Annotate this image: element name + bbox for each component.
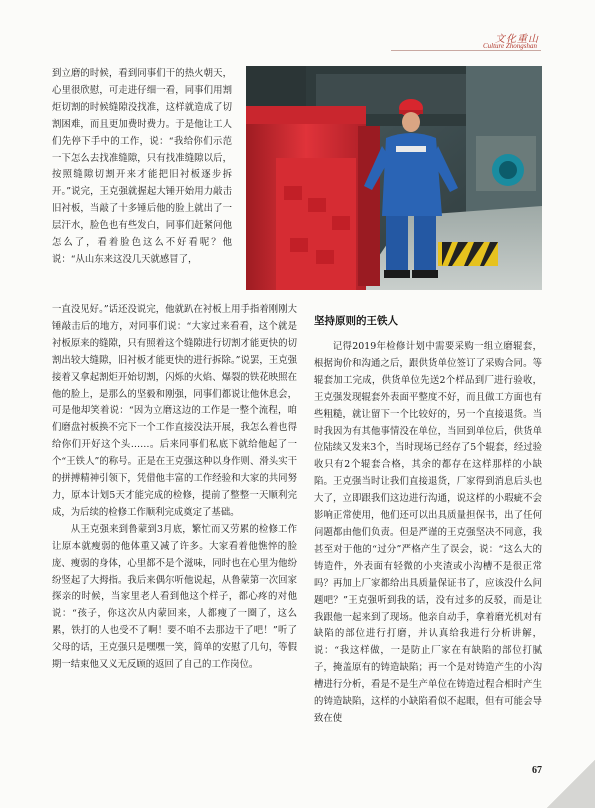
masthead [431, 30, 541, 52]
paragraph: 记得2019年检修计划中需要采购一组立磨辊套，根据询价和沟通之后，跟供货单位签订了采购合同。等辊套加工完成，供货单位先送2个样品到厂进行验收，王克强发现辊套外表面平整度不好，而且做工方面也有些粗糙，就让留下一个比较好的，另一个直接退货。当时我因为有其他事情没在单位，当回到单位后，供货单位陆续又发来3个，当时现场已经存了5个辊套，经过验收只有2个辊套合格，其余的都存在这样那样的小缺陷。王克强当时让我们直接退货，厂家得到消息后头也大了，立即跟我们这边进行沟通，说这样的小瑕疵不会影响正常使用，他们还可以出具质量担保书，出了任何问题都由他们负责。但是严谨的王克强坚决不同意，我甚至对于他的“过分”严格产生了误会，说：“这么大的铸造件，外表面有轻微的小夹渣或小沟槽不是很正常吗？再加上厂家都给出具质量保证书了，应该没什么问题吧？”王克强听到我的话，没有过多的反驳，而是让我跟他一起来到了现场。他亲自动手，拿着磨光机对有缺陷的部位进行打磨，并认真给我进行分析讲解，说：“我这样做，一是防止厂家在有缺陷的部位打腻子，掩盖原有的铸造缺陷；再一个是对铸造产生的小沟槽进行分析，看是不是生产单位在铸造过程合相时产生的铸造缺陷，这样的小缺陷看似不起眼，但有可能会导致在使 [314, 341, 542, 724]
masthead-title-en: Culture Zhongshan [483, 42, 537, 50]
masthead-title-zh: 文化重山 [495, 34, 539, 45]
paragraph: 一直没见好。”话还没说完，他就趴在衬板上用手指着刚刚大锤敲击后的地方，对同事们说：“大家过来看看，这个就是衬板原来的缝隙，只有照着这个缝隙进行切割才能更快的切割出较大缝隙，旧衬板才能更快的进行拆除。”说罢，王克强接着又拿起割炬开始切割，闪烁的火焰、爆裂的铁花映照在他的脸上，是那么的坚毅和刚强，同事们都说让他休息会，可是他却笑着说：“因为立磨这边的工作是一整个流程，咱们磨盘衬板换不完下一个工作直接没法开展，我怎么着也得给你们开好这个头……。后来同事们私底下就给他起了一个“王铁人”的称号。正是在王克强这种以身作则、滑头实干的拼搏精神引领下，凭借他丰富的工作经验和大家的共同努力，原本计划5天才能完成的检修，提前了整整一天顺利完成，为后续的检修工作顺利完成奠定了基础。 [52, 304, 297, 518]
worker-photo-illustration [246, 66, 542, 290]
worker-photo [246, 66, 542, 290]
page-number: 67 [532, 765, 542, 776]
paragraph: 到立磨的时候，看到同事们干的热火朝天，心里很欣慰，可走进仔细一看，同事们用割炬切割的时候缝隙没找准，这样就造成了切割困难，而且更加费时费力。于是他让工人们先停下手中的工作，说：“我给你们示范一下怎么去找准缝隙，只有找准缝隙以后，按照缝隙切割开来才能把旧衬板逐步拆开。”说完，王克强就握起大锤开始用力敲击旧衬板，当敲了十多锤后他的脸上就出了一层汗水，脸色也有些发白，同事们赶紧问他怎么了，看着脸色这么不好看呢？他说：“从山东来这没几天就感冒了， [52, 68, 232, 265]
paragraph: 从王克强来到鲁蒙到3月底，繁忙而又劳累的检修工作让原本就瘦弱的他体重又减了许多。大家看着他憔悴的脸庞、瘦弱的身体，心里都不是个滋味，同时也在心里为他纷纷竖起了大拇指。我后来偶尔听他说起，从鲁蒙第一次回家探亲的时候，当家里老人看到他这个样子，都心疼的对他说：“孩子，你这次从内蒙回来，人都瘦了一圈了，这么累，铁打的人也受不了啊！要不咱不去那边干了吧！”听了父母的话，王克强只是嘿嘿一笑，简单的安慰了几句，等假期一结束他又义无反顾的返回了自己的工作岗位。 [52, 523, 297, 671]
page-corner [547, 760, 595, 808]
article-column-left-top [52, 66, 232, 269]
article-column-right [314, 339, 542, 728]
masthead-line [391, 50, 541, 51]
article-column-left-bottom [52, 302, 297, 674]
hazard-stripes [438, 242, 498, 266]
section-title: 坚持原则的王铁人 [314, 315, 398, 327]
